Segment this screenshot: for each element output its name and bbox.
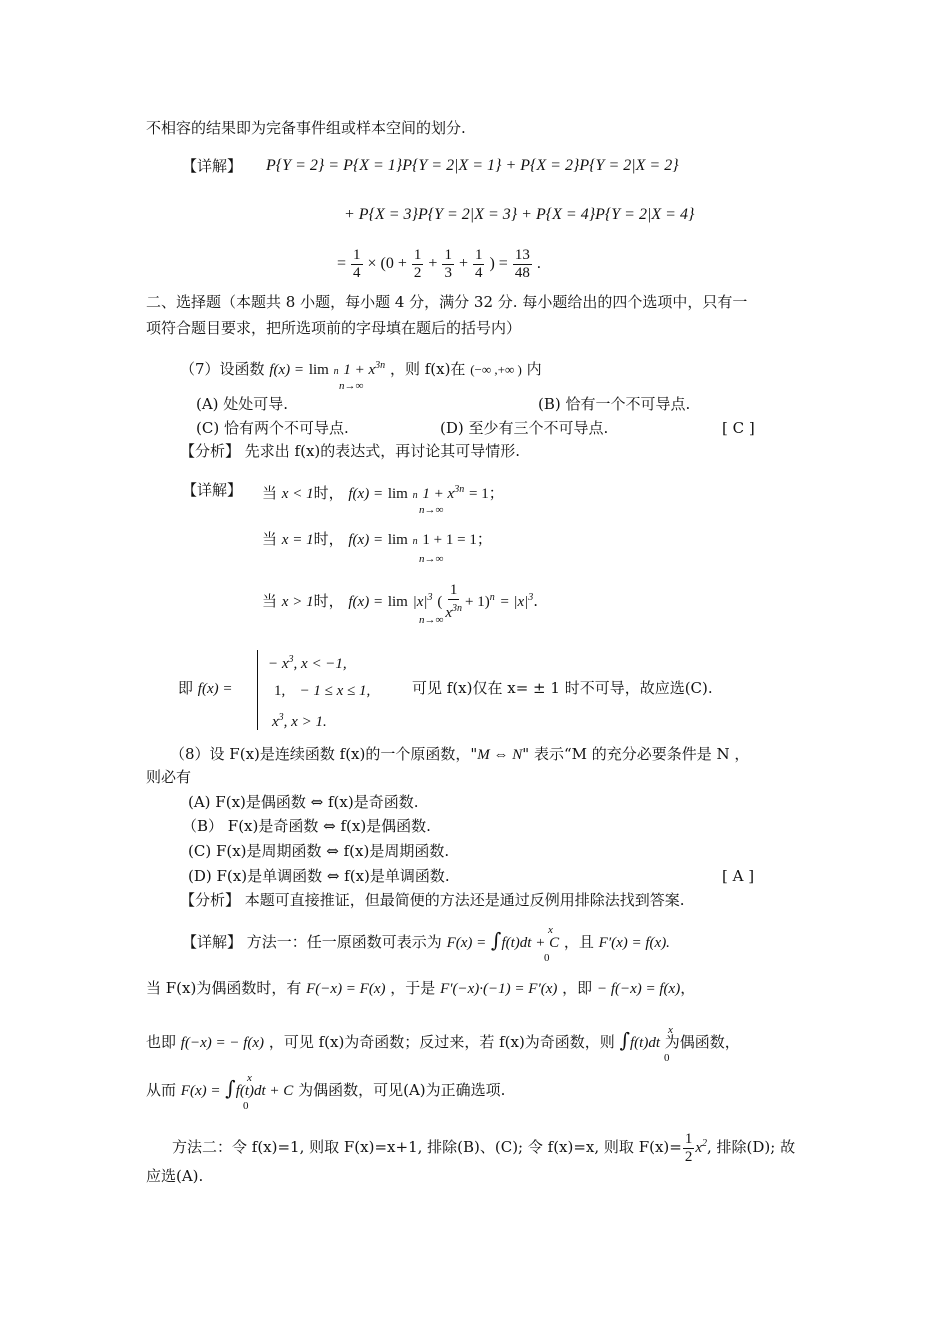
limit-subscript: n→∞ [419, 504, 444, 516]
option-a: (A) F(x)是偶函数 ⇔ f(x)是奇函数. [188, 793, 419, 811]
section-heading: 二、选择题（本题共 8 小题，每小题 4 分，满分 32 分. 每小题给出的四个选项中，只有一 [146, 293, 748, 311]
option-d: (D) 至少有三个不可导点. [440, 419, 609, 437]
paragraph-line: 从而 F(x) = ∫f(t)dt + C 为偶函数，可见(A)为正确选项. [146, 1076, 506, 1100]
case-3: 当 x > 1时， $f(x) = \lim |x|^3$ ( $\frac{1}{x^{3n}}$ + $1)^n = |x|^3$. [262, 582, 539, 621]
option-b: （B） F(x)是奇函数 ⇔ f(x)是偶函数. [182, 817, 431, 835]
integral-lower: 0 [544, 952, 550, 964]
method-2-cont: 应选(A). [146, 1167, 204, 1185]
integral-lower: 0 [664, 1052, 670, 1064]
piecewise-lead: 即 f(x) = [178, 679, 233, 697]
method-2: 方法二：令 f(x)=1, 则取 F(x)=x+1, 排除(B)、(C); 令 f(x)=x, 则取 F(x)= $\frac{1}{2}$ $x^2$, 排除(D); 故 [172, 1130, 796, 1165]
equation-result: = $\frac{1}{4}$ × (0 + $\frac{1}{2}$ + $\frac{1}{3}$ + $\frac{1}{4}$ ) = $\frac{13}{48}$ . [337, 246, 541, 281]
integral-lower: 0 [243, 1100, 249, 1112]
answer-bracket: [ A ] [722, 867, 755, 885]
paragraph-line: 也即 f(−x) = − f(x) ，可见 f(x)为奇函数；反过来，若 f(x)为奇函数，则 ∫f(t)dt 为偶函数， [146, 1028, 740, 1052]
case-1: 当 x < 1时， f(x) = lim n $1 + x^{3n} = 1$； [262, 484, 504, 502]
analysis: 【分析】 本题可直接推证，但最简便的方法还是通过反例用排除法找到答案. [180, 891, 685, 909]
question-8: （8）设 F(x)是连续函数 f(x)的一个原函数，"M ⇔ N" 表示“M 的充分必要条件是 N ， [170, 745, 750, 763]
detail-method-1: 【详解】 方法一：任一原函数可表示为 F(x) = ∫f(t)dt + C ，且 F′(x) = f(x). [182, 928, 670, 952]
piece-2: 1, − 1 ≤ x ≤ 1, [274, 683, 371, 699]
option-d: (D) F(x)是单调函数 ⇔ f(x)是单调函数. [188, 867, 450, 885]
question-8-cont: 则必有 [146, 768, 192, 786]
section-tag: 【详解】 [182, 157, 243, 175]
brace [257, 650, 264, 730]
answer-bracket: [ C ] [722, 419, 755, 437]
option-a: (A) 处处可导. [196, 395, 289, 413]
limit-subscript: n→∞ [419, 553, 444, 565]
piece-3: $x^3$, x > 1. [272, 712, 327, 730]
option-c: (C) 恰有两个不可导点. [196, 419, 349, 437]
limit-subscript: n→∞ [339, 380, 364, 392]
question-7: （7）设函数 f(x) = lim n $1 + x^{3n}$ ，则 f(x)在 (−∞ ,+∞ ) 内 [180, 360, 542, 378]
option-c: (C) F(x)是周期函数 ⇔ f(x)是周期函数. [188, 842, 450, 860]
section-heading: 项符合题目要求，把所选项前的字母填在题后的括号内） [146, 319, 522, 337]
integral-upper: x [668, 1024, 673, 1036]
conclusion: 可见 f(x)仅在 x= ± 1 时不可导，故应选(C). [412, 679, 713, 697]
equation: + P{X = 3}P{Y = 2|X = 3} + P{X = 4}P{Y = 2|X = 4} [344, 206, 695, 223]
integral-upper: x [247, 1072, 252, 1084]
case-2: 当 x = 1时， f(x) = lim n 1 + 1 = 1； [262, 530, 492, 548]
equation: P{Y = 2} = P{X = 1}P{Y = 2|X = 1} + P{X = 2}P{Y = 2|X = 2} [266, 157, 679, 174]
analysis: 【分析】 先求出 f(x)的表达式，再讨论其可导情形. [180, 442, 521, 460]
integral-upper: x [548, 924, 553, 936]
paragraph-line: 当 F(x)为偶函数时，有 F(−x) = F(x) ，于是 F′(−x)·(−1) = F′(x) ，即 − f(−x) = f(x)， [146, 979, 696, 997]
piece-1: − $x^3$, x < −1, [268, 654, 347, 672]
limit-subscript: n→∞ [419, 614, 444, 626]
option-b: (B) 恰有一个不可导点. [538, 395, 691, 413]
text-line: 不相容的结果即为完备事件组或样本空间的划分. [146, 119, 466, 137]
section-tag: 【详解】 [182, 481, 243, 499]
